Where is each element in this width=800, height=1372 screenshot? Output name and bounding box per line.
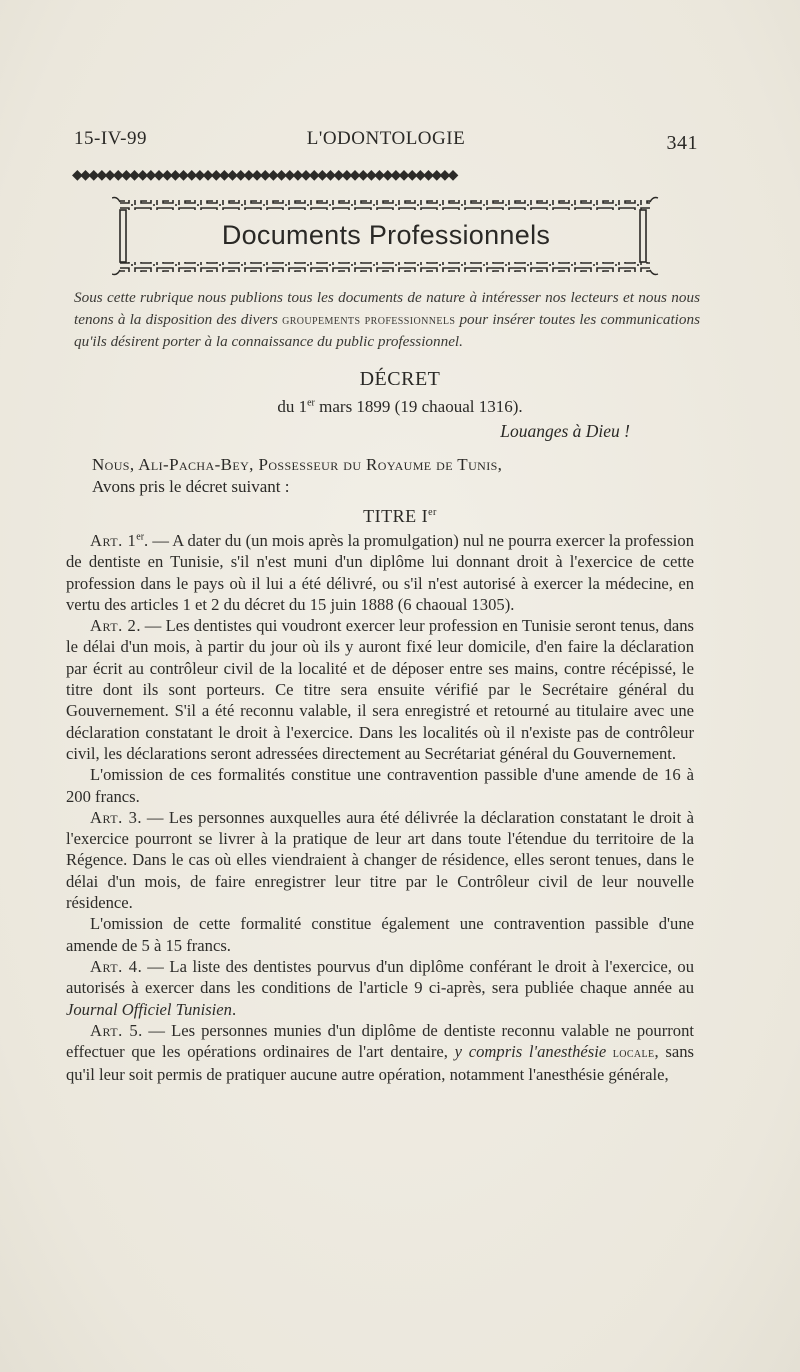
title-heading <box>0 506 800 527</box>
decree-intro-line: Avons pris le décret suivant : <box>92 477 290 496</box>
intro-text-1: Sous cette rubrique nous publions tous les documents de nature à intéresser nos lecteurs et nous nous tenons à la disposition des divers <box>74 289 700 328</box>
diamond-ornament-rule: ◆◆◆◆◆◆◆◆◆◆◆◆◆◆◆◆◆◆◆◆◆◆◆◆◆◆◆◆◆◆◆◆◆◆◆◆◆◆◆◆◆◆◆◆◆◆◆ <box>72 168 456 183</box>
article-text: . — Les dentistes qui voudront exercer leur profession en Tunisie seront tenus, dans le délai d'un mois, à partir du jour où ils y auront fixé leur domicile, d'en faire la déclaration par écrit au contrôleur civil de la localité et de déposer entre ses mains, contre récépissé, le titre dont ils sont porteurs. Ce titre sera ensuite vérifié par le Secrétaire général du Gouvernement. S'il a été reconnu valable, il sera enregistré et retourné au titulaire avec une déclaration constatant le droit à l'exercice. Dans les localités où il n'existe pas de contrôleur civil, les déclarations seront adressées directement au Secrétariat général du Gouvernement. <box>66 616 694 763</box>
article-after: , sans qu'il leur soit permis de pratiquer aucune autre opération, notamment l'anesthésie générale, <box>66 1042 694 1085</box>
article-label: Art. 4 <box>90 956 138 976</box>
article-5 <box>66 1020 694 1086</box>
article-2 <box>66 615 694 764</box>
article-text: . — Les personnes auxquelles aura été délivrée la déclaration constatant le droit à l'exercice pourront se livrer à la pratique de leur art dans toute l'étendue du territoire de la Régence. Dans le cas où elles viendraient à changer de résidence, elles seront tenues, dans le délai d'un mois, de faire enregistrer leur titre par le Contrôleur civil de leur nouvelle résidence. <box>66 807 694 913</box>
titre-pre: TITRE I <box>363 506 429 526</box>
article-1 <box>66 530 694 615</box>
sovereign-line: Nous, Ali-Pacha-Bey, Possesseur du Royaume de Tunis, <box>92 455 503 474</box>
intro-text-2: pour insérer toutes les communications qu'ils désirent porter à la connaissance du public professionnel. <box>74 310 700 350</box>
paragraph-penalty-2 <box>66 913 694 956</box>
article-text: . — La liste des dentistes pourvus d'un diplôme conférant le droit à l'exercice, ou autorisés à exercer dans les conditions de l'article 9 ci-après, sera publiée chaque année au <box>66 956 694 998</box>
intro-paragraph <box>74 287 700 353</box>
article-4 <box>66 956 694 1020</box>
page-number: 341 <box>666 132 698 154</box>
article-italic: y compris l'anesthésie <box>454 1042 607 1062</box>
paragraph-text: L'omission de cette formalité constitue également une contravention passible d'une amende de 5 à 15 francs. <box>66 914 694 955</box>
invocation: Louanges à Dieu ! <box>500 421 630 441</box>
decree-date <box>0 397 800 417</box>
article-label: Art. 1 <box>90 531 137 550</box>
header-date: 15-IV-99 <box>74 128 147 149</box>
date-post: mars 1899 (19 chaoual 1316). <box>314 397 523 416</box>
decree-heading: DÉCRET <box>359 368 441 390</box>
date-sup: er <box>307 397 315 409</box>
article-text: . — A dater du (un mois après la promulgation) nul ne pourra exercer la profession de dentiste en Tunisie, s'il n'est muni d'un diplôme lui donnant droit à l'exercice de cette profession dans le pays où il lui a été délivré, ou s'il n'est autorisé à exercer la médecine, en vertu des articles 1 et 2 du décret du 15 juin 1888 (6 chaoual 1305). <box>66 531 694 614</box>
decree-body <box>66 530 694 1086</box>
article-3 <box>66 807 694 913</box>
paragraph-text: L'omission de ces formalités constitue une contravention passible d'une amende de 16 à 200 francs. <box>66 765 694 806</box>
section-title: Documents Professionnels <box>221 220 551 250</box>
section-banner <box>112 196 660 276</box>
article-sup: er <box>136 531 145 543</box>
titre-sup: er <box>428 507 437 518</box>
running-header <box>74 128 698 158</box>
article-label: Art. 2 <box>90 616 137 636</box>
date-pre: du 1 <box>277 397 308 416</box>
article-smallcaps: locale <box>606 1046 655 1062</box>
article-text: . — Les personnes munies d'un diplôme de dentiste reconnu valable ne pourront effectuer que les opérations ordinaires de l'art dentaire, <box>66 1020 694 1062</box>
article-label: Art. 3 <box>90 807 138 827</box>
intro-smallcaps: groupements professionnels <box>282 312 456 328</box>
article-italic: Journal Officiel Tunisien <box>66 999 232 1019</box>
journal-title: L'ODONTOLOGIE <box>306 128 466 149</box>
paragraph-penalty-1 <box>66 764 694 807</box>
article-after: . <box>231 999 237 1019</box>
article-label: Art. 5 <box>90 1020 139 1040</box>
